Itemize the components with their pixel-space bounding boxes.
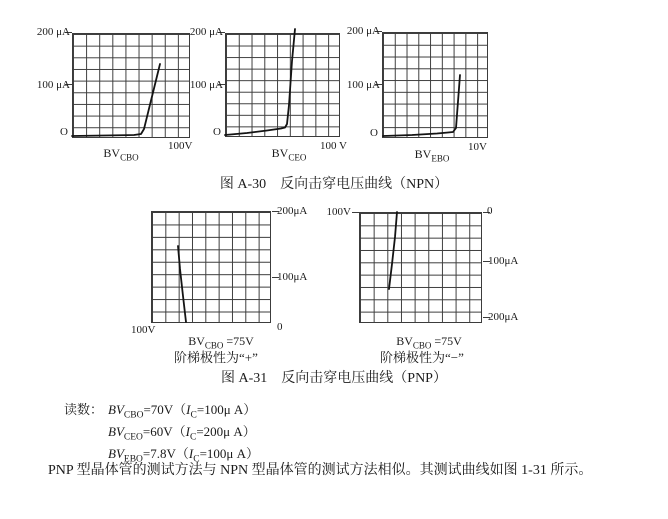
bv-subscript: CBO bbox=[123, 410, 144, 421]
y-axis-label-zero: 0 bbox=[277, 321, 283, 333]
bv-symbol: BV bbox=[396, 334, 413, 348]
bv-ebo-label bbox=[397, 148, 467, 164]
stair-polarity-minus-label: 阶梯极性为“−” bbox=[380, 350, 464, 365]
readings-label: 读数： bbox=[64, 402, 104, 417]
origin-label: O bbox=[370, 127, 378, 139]
ic-subscript: C bbox=[189, 432, 197, 443]
bv-subscript: CBO bbox=[204, 340, 224, 351]
bv-subscript: CBO bbox=[120, 152, 139, 163]
value-text: =200μ A） bbox=[196, 424, 256, 439]
bv-symbol: BV bbox=[271, 146, 289, 160]
npn-ebo-curve bbox=[382, 32, 488, 138]
y-axis-label-200: 200 μA bbox=[346, 25, 380, 37]
body-paragraph: PNP 型晶体管的测试方法与 NPN 型晶体管的测试方法相似。其测试曲线如图 1-31 所示。 bbox=[48, 463, 593, 478]
ic-symbol: I bbox=[185, 424, 190, 439]
bv-value: =75V bbox=[431, 334, 462, 348]
value-text: =100μ A） bbox=[196, 402, 257, 417]
value-text: =60V（ bbox=[142, 424, 186, 439]
figure-a30-caption: 图 A-30 反向击穿电压曲线（NPN） bbox=[219, 177, 449, 192]
bv-subscript: EBO bbox=[431, 153, 450, 164]
reading-line-bvceo bbox=[108, 425, 256, 445]
bv-symbol: BV bbox=[108, 446, 124, 461]
y-axis-label-zero: 0 bbox=[487, 205, 493, 217]
pnp-plus-curve bbox=[151, 211, 271, 323]
bv-symbol: BV bbox=[108, 424, 124, 439]
y-axis-label-200: 200μA bbox=[488, 311, 519, 323]
bv-cbo-75v-label bbox=[384, 335, 474, 351]
pnp-minus-curve bbox=[359, 212, 482, 323]
y-axis-label-200: 200 μA bbox=[189, 26, 223, 38]
y-axis-label-100: 100 μA bbox=[189, 79, 223, 91]
y-axis-label-200: 200μA bbox=[277, 205, 308, 217]
bv-value: =75V bbox=[223, 334, 254, 348]
origin-label: O bbox=[213, 126, 221, 138]
y-axis-label-100: 100μA bbox=[277, 271, 308, 283]
stair-polarity-plus-label: 阶梯极性为“+” bbox=[174, 350, 258, 365]
y-axis-label-200: 200 μA bbox=[36, 26, 70, 38]
y-axis-label-100: 100 μA bbox=[36, 79, 70, 91]
npn-ceo-curve bbox=[225, 33, 340, 137]
bv-subscript: CEO bbox=[288, 152, 307, 163]
bv-cbo-label bbox=[86, 147, 156, 163]
ic-symbol: I bbox=[186, 402, 191, 417]
npn-cbo-curve bbox=[72, 33, 190, 138]
figure-a31-caption: 图 A-31 反向击穿电压曲线（PNP） bbox=[221, 371, 447, 386]
reading-line-bvcbo bbox=[108, 403, 256, 423]
x-tick bbox=[352, 212, 359, 213]
ic-symbol: I bbox=[188, 446, 194, 461]
x-axis-label-10v: 10V bbox=[468, 141, 487, 153]
bv-subscript: CEO bbox=[123, 432, 143, 443]
bv-symbol: BV bbox=[188, 334, 205, 348]
value-text: =7.8V（ bbox=[142, 446, 189, 461]
bv-cbo-75v-label bbox=[176, 335, 266, 351]
y-axis-label-100: 100 μA bbox=[346, 79, 380, 91]
origin-label: O bbox=[60, 126, 68, 138]
bv-symbol: BV bbox=[103, 146, 121, 160]
bv-subscript: EBO bbox=[123, 454, 143, 465]
bv-symbol: BV bbox=[108, 402, 124, 417]
y-axis-label-100: 100μA bbox=[488, 255, 519, 267]
value-text: =100μ A） bbox=[199, 446, 260, 461]
x-axis-label-100v: 100V bbox=[131, 324, 156, 336]
x-axis-label-100v: 100V bbox=[168, 140, 193, 152]
bv-symbol: BV bbox=[414, 147, 432, 161]
bv-subscript: CBO bbox=[412, 340, 432, 351]
ic-subscript: C bbox=[190, 410, 197, 421]
bv-ceo-label bbox=[254, 147, 324, 163]
value-text: =70V（ bbox=[143, 402, 187, 417]
x-axis-label-100v: 100 V bbox=[320, 140, 347, 152]
ic-subscript: C bbox=[193, 454, 200, 465]
x-axis-label-100v: 100V bbox=[326, 206, 351, 218]
